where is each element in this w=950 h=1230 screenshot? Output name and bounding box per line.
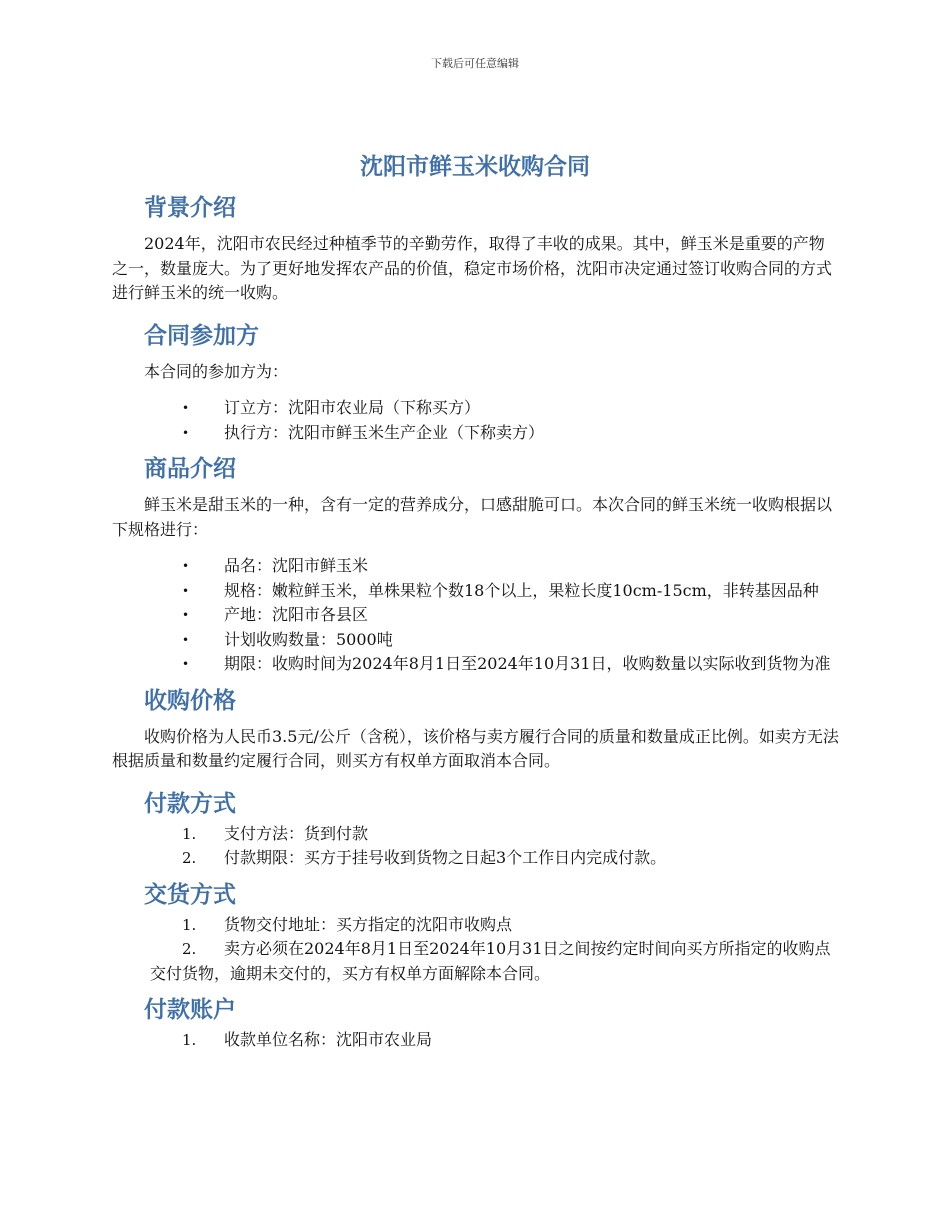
list-item-text: 货物交付地址：买方指定的沈阳市收购点 — [224, 914, 513, 934]
list-item — [112, 937, 840, 986]
list-item-text: 订立方：沈阳市农业局（下称买方） — [224, 398, 481, 417]
number-marker: 2. — [182, 940, 197, 958]
number-marker: 2. — [182, 849, 197, 867]
list-item — [112, 628, 840, 653]
document-title: 沈阳市鲜玉米收购合同 — [360, 154, 590, 180]
bullet-marker: • — [182, 583, 190, 598]
list-item — [112, 396, 840, 421]
price-paragraph: 收购价格为人民币3.5元/公斤（含税），该价格与卖方履行合同的质量和数量成正比例。如卖方无法根据质量和数量约定履行合同，则买方有权单方面取消本合同。 — [112, 726, 839, 770]
section-heading-product: 商品介绍 — [144, 456, 236, 482]
section-heading-background: 背景介绍 — [144, 195, 236, 221]
bullet-marker: • — [182, 608, 190, 622]
number-marker: 1. — [182, 824, 197, 843]
section-heading-price: 收购价格 — [144, 687, 236, 714]
bullet-marker: • — [182, 401, 190, 415]
list-item-text: 计划收购数量：5000吨 — [224, 629, 393, 649]
list-item — [112, 554, 840, 579]
list-item — [112, 913, 840, 938]
background-paragraph: 2024年，沈阳市农民经过种植季节的辛勤劳作，取得了丰收的成果。其中，鲜玉米是重要的产物之一，数量庞大。为了更好地发挥农产品的价值，稳定市场价格，沈阳市决定通过签订收购合同的方式进行鲜玉米的统一收购。 — [112, 234, 833, 302]
list-item-text: 付款期限：买方于挂号收到货物之日起3个工作日内完成付款。 — [224, 848, 667, 867]
bullet-marker: • — [182, 425, 190, 440]
delivery-list — [112, 913, 840, 987]
list-item — [112, 579, 840, 604]
section-heading-account: 付款账户 — [144, 997, 236, 1023]
list-item-text: 执行方：沈阳市鲜玉米生产企业（下称卖方） — [224, 422, 545, 442]
payment-list — [112, 822, 840, 871]
account-list — [112, 1028, 840, 1053]
number-marker: 1. — [182, 915, 197, 934]
product-paragraph: 鲜玉米是甜玉米的一种，含有一定的营养成分，口感甜脆可口。本次合同的鲜玉米统一收购根据以下规格进行： — [112, 495, 833, 539]
product-spec-list — [112, 554, 840, 677]
section-heading-parties: 合同参加方 — [144, 322, 259, 349]
list-item — [112, 1028, 840, 1053]
document-body — [112, 190, 840, 1053]
list-item-text: 收款单位名称：沈阳市农业局 — [224, 1030, 433, 1049]
bullet-marker: • — [182, 559, 190, 573]
number-marker: 1. — [182, 1031, 197, 1049]
list-item-text: 支付方法：货到付款 — [224, 823, 369, 843]
list-item-text: 卖方必须在2024年8月1日至2024年10月31日之间按约定时间向买方所指定的收购点交付货物，逾期未交付的，买方有权单方面解除本合同。 — [150, 939, 831, 983]
list-item-text: 品名：沈阳市鲜玉米 — [224, 556, 369, 575]
bullet-marker: • — [182, 632, 190, 647]
list-item — [112, 822, 840, 847]
list-item — [112, 421, 840, 446]
section-heading-delivery: 交货方式 — [144, 881, 236, 908]
list-item — [112, 846, 840, 871]
header-note: 下载后可任意编辑 — [431, 57, 519, 70]
bullet-marker: • — [182, 657, 190, 671]
parties-list — [112, 396, 840, 445]
list-item — [112, 603, 840, 628]
list-item — [112, 652, 840, 677]
section-heading-payment: 付款方式 — [144, 790, 236, 817]
list-item-text: 产地：沈阳市各县区 — [224, 605, 369, 624]
list-item-text: 期限：收购时间为2024年8月1日至2024年10月31日，收购数量以实际收到货物为准 — [224, 654, 831, 673]
parties-intro: 本合同的参加方为： — [144, 361, 289, 381]
list-item-text: 规格：嫩粒鲜玉米，单株果粒个数18个以上，果粒长度10cm-15cm，非转基因品种 — [224, 580, 819, 600]
